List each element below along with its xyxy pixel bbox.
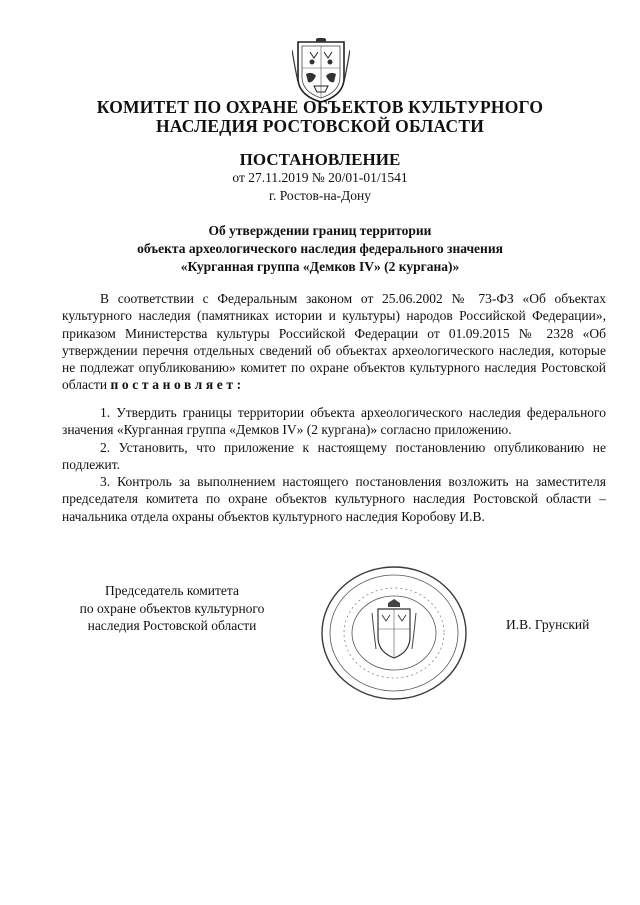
subject-line3: «Курганная группа «Демков IV» (2 кургана)» — [180, 259, 460, 274]
decree-item: 1. Утвердить границы территории объекта археологического наследия федерального значения «Курганная группа «Демков IV» (2 кургана)» согласно приложению. — [62, 405, 606, 438]
decree-city: г. Ростов-на-Дону — [268, 188, 371, 203]
committee-name-line1: КОМИТЕТ ПО ОХРАНЕ ОБЪЕКТОВ КУЛЬТУРНОГО — [96, 97, 544, 117]
resolves-word: постановляет: — [110, 377, 245, 393]
signatory-title-line1: Председатель комитета — [105, 583, 239, 598]
subject-line1: Об утверждении границ территории — [208, 223, 432, 238]
preamble-block — [62, 290, 606, 394]
decree-number: от 27.11.2019 № 20/01-01/1541 — [232, 170, 408, 185]
preamble-text: В соответствии с Федеральным законом от 25.06.2002 № 73-ФЗ «Об объектах культурного наследия (памятниках истории и культуры) народов Российской Федерации», приказом Министерства культуры Российской Федерации от 01.09.2015 № 2328 «Об утверждении перечня отдельных сведений об объектах археологического наследия, которые не подлежат опубликованию» комитет по охране объектов культурного наследия Ростовской области — [62, 291, 606, 393]
subject-line2: объекта археологического наследия федерального значения — [137, 241, 503, 256]
decree-items — [62, 404, 606, 525]
rostov-oblast-coat-of-arms-icon — [292, 38, 350, 104]
signatory-title-line3: наследия Ростовской области — [87, 618, 257, 633]
decree-item: 3. Контроль за выполнением настоящего постановления возложить на заместителя председателя комитета по охране объектов культурного наследия Ростовской области – начальника отдела охраны объектов культурного наследия Коробову И.В. — [62, 474, 606, 524]
signatory-title — [52, 582, 292, 635]
decree-item: 2. Установить, что приложение к настоящему постановлению опубликованию не подлежит. — [62, 439, 606, 472]
committee-name-line2: НАСЛЕДИЯ РОСТОВСКОЙ ОБЛАСТИ — [155, 116, 485, 136]
preamble-paragraph — [62, 290, 606, 394]
signatory-name: И.В. Грунский — [506, 617, 590, 632]
official-seal-stamp-icon — [318, 563, 470, 703]
decree-type: ПОСТАНОВЛЕНИЕ — [239, 150, 401, 169]
signatory-title-line2: по охране объектов культурного — [79, 600, 265, 616]
